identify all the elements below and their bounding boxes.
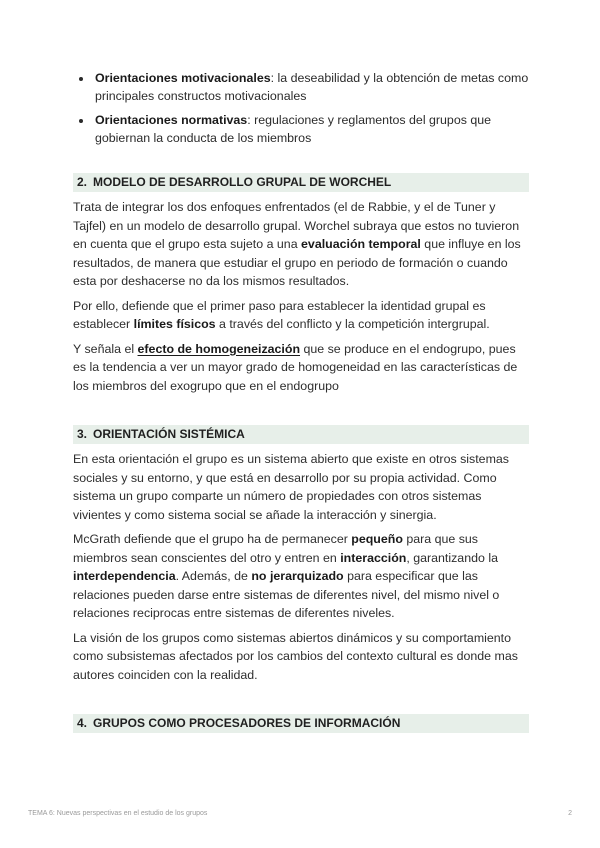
bullet-term: Orientaciones motivacionales: [95, 71, 271, 85]
paragraph: [73, 297, 529, 334]
text-run: Trata de integrar los dos enfoques enfrentados (el de Rabbie, y el de Tuner y Tajfel) en un modelo de desarrollo grupal. Worchel subraya que estos no tuvieron en cuenta que el grupo esta sujeto a una: [73, 200, 520, 251]
bullet-icon: [79, 77, 83, 81]
page-content: [73, 70, 529, 739]
emphasis-text: pequeño: [351, 532, 403, 546]
emphasis-text: evaluación temporal: [301, 237, 421, 251]
emphasis-text: no jerarquizado: [251, 569, 344, 583]
bullet-term: Orientaciones normativas: [95, 113, 248, 127]
page-number: 2: [568, 810, 572, 817]
text-run: . Además, de: [175, 569, 252, 583]
text-run: que influye en los resultados, de manera que estudiar el grupo en periodo de formación o cuando esta por deshacerse no da los mismos resultados.: [73, 237, 521, 288]
section-heading-sistemica: [73, 425, 529, 444]
bullet-text: : la deseabilidad y la obtención de metas como principales constructos motivacionales: [95, 71, 529, 103]
section-heading-worchel: [73, 173, 529, 192]
section-title: ORIENTACIÓN SISTÉMICA: [93, 427, 245, 441]
section-number: 3.: [77, 427, 88, 441]
bullet-icon: [79, 119, 83, 123]
emphasis-text: interdependencia: [73, 569, 176, 583]
section-heading-procesadores: [73, 714, 529, 733]
text-run: Y señala el: [73, 341, 138, 356]
text-run: para especificar que las relaciones pueden darse entre sistemas de diferentes nivel, del mismo nivel o relaciones reciprocas entre sistemas de diferentes niveles.: [73, 569, 500, 620]
paragraph: [73, 340, 529, 396]
emphasis-text: interacción: [340, 550, 407, 565]
text-run: para que sus miembros sean conscientes del otro y entren en: [73, 532, 479, 565]
text-run: a través del conflicto y la competición intergrupal.: [215, 317, 490, 331]
paragraph: En esta orientación el grupo es un sistema abierto que existe en otros sistemas sociales y su entorno, y que está en desarrollo por su propia actividad. Como sistema un grupo comparte un número de propiedades con otros sistemas vivientes y como sistema social se añade la interacción y sinergia.: [73, 452, 509, 522]
text-run: que se produce en el endogrupo, pues es la tendencia a ver un mayor grado de homogeneidad en las características de los miembros del exogrupo que en el endogrupo: [73, 341, 518, 393]
list-item: [73, 70, 529, 105]
underlined-term: efecto de homogeneización: [137, 341, 301, 356]
paragraph: La visión de los grupos como sistemas abiertos dinámicos y su comportamiento como subsistemas afectados por los cambios del contexto cultural es donde mas autores coinciden con la realidad.: [73, 630, 518, 682]
page-footer: [28, 810, 572, 817]
text-run: McGrath defiende que el grupo ha de permanecer: [73, 532, 352, 546]
section-title: MODELO DE DESARROLLO GRUPAL DE WORCHEL: [93, 175, 392, 189]
text-run: , garantizando la: [406, 550, 498, 565]
section-number: 2.: [77, 175, 88, 189]
paragraph: [73, 530, 529, 623]
footer-title: TEMA 6: Nuevas perspectivas en el estudio de los grupos: [28, 810, 208, 817]
bullet-text: : regulaciones y reglamentos del grupos que gobiernan la conducta de los miembros: [95, 113, 492, 145]
text-run: Por ello, defiende que el primer paso para establecer la identidad grupal es establecer: [73, 298, 486, 331]
list-item: [73, 112, 529, 147]
emphasis-text: límites físicos: [133, 317, 216, 331]
section-title: GRUPOS COMO PROCESADORES DE INFORMACIÓN: [93, 716, 401, 730]
bullet-list: [73, 70, 529, 147]
paragraph: [73, 198, 529, 291]
section-number: 4.: [77, 716, 88, 730]
